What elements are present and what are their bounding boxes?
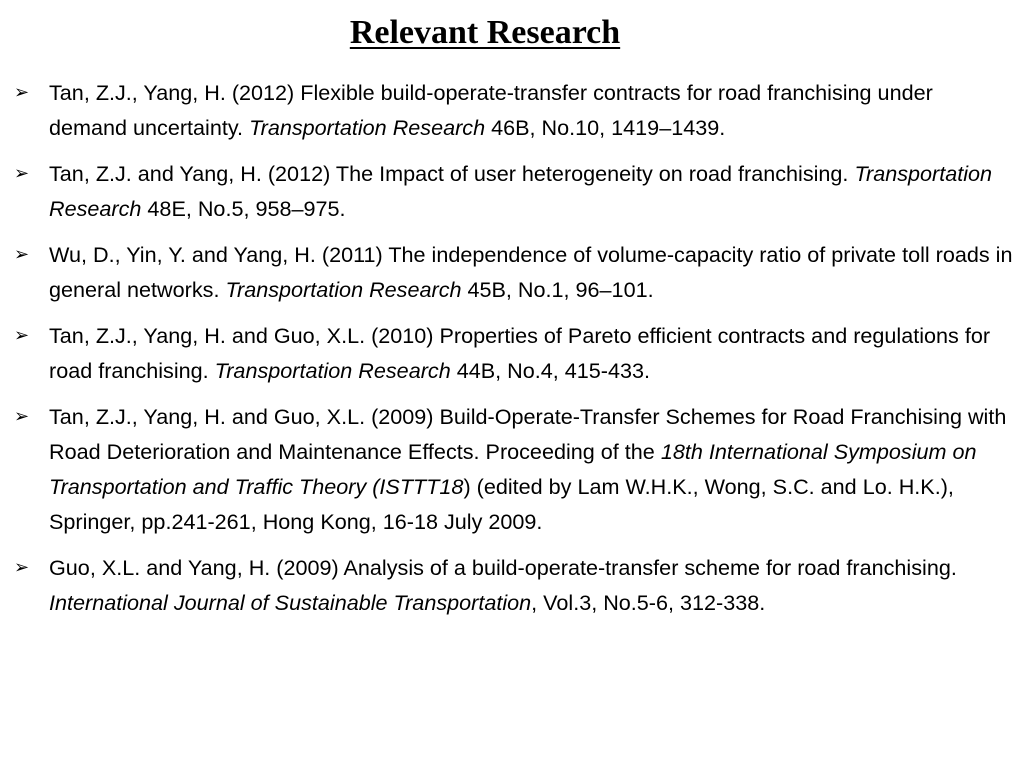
reference-text: Tan, Z.J., Yang, H. (2012) Flexible build-operate-transfer contracts for road franchising under demand uncertainty.: [49, 80, 933, 140]
reference-item: [14, 75, 1014, 145]
journal-name: Transportation Research: [214, 358, 451, 383]
reference-item: [14, 550, 1014, 620]
reference-details: 44B, No.4, 415-433.: [450, 358, 650, 383]
journal-name: Transportation Research: [49, 161, 993, 221]
reference-details: 45B, No.1, 96–101.: [461, 277, 654, 302]
reference-item: [14, 399, 1014, 539]
reference-text: Tan, Z.J., Yang, H. and Guo, X.L. (2010) Properties of Pareto efficient contracts and regulations for road franchising.: [49, 323, 991, 383]
arrow-bullet-icon: ➢: [14, 82, 30, 103]
arrow-bullet-icon: ➢: [14, 244, 30, 265]
journal-name: International Journal of Sustainable Transportation: [49, 590, 532, 615]
reference-details: 48E, No.5, 958–975.: [141, 196, 346, 221]
reference-text: Guo, X.L. and Yang, H. (2009) Analysis of a build-operate-transfer scheme for road franchising.: [49, 555, 957, 580]
reference-text: Tan, Z.J. and Yang, H. (2012) The Impact of user heterogeneity on road franchising.: [49, 161, 855, 186]
journal-name: Transportation Research: [249, 115, 486, 140]
reference-item: [14, 237, 1014, 307]
journal-name: Transportation Research: [225, 277, 462, 302]
page-title: Relevant Research: [349, 14, 621, 51]
arrow-bullet-icon: ➢: [14, 163, 30, 184]
reference-text: Tan, Z.J., Yang, H. and Guo, X.L. (2009) Build-Operate-Transfer Schemes for Road Franchising with Road Deterioration and Maintenance Effects. Proceeding of the: [49, 404, 1007, 464]
reference-details: 46B, No.10, 1419–1439.: [485, 115, 726, 140]
proceedings-name: 18th International Symposium on Transportation and Traffic Theory (ISTTT18: [49, 439, 977, 499]
reference-details: , Vol.3, No.5-6, 312-338.: [531, 590, 766, 615]
arrow-bullet-icon: ➢: [14, 325, 30, 346]
arrow-bullet-icon: ➢: [14, 406, 30, 427]
reference-item: [14, 156, 1014, 226]
reference-details: ) (edited by Lam W.H.K., Wong, S.C. and Lo. H.K.), Springer, pp.241-261, Hong Kong, 16-18 July 2009.: [49, 474, 954, 534]
reference-list: [14, 75, 1014, 631]
arrow-bullet-icon: ➢: [14, 557, 30, 578]
reference-text: Wu, D., Yin, Y. and Yang, H. (2011) The independence of volume-capacity ratio of private toll roads in general networks.: [49, 242, 1013, 302]
reference-item: [14, 318, 1014, 388]
